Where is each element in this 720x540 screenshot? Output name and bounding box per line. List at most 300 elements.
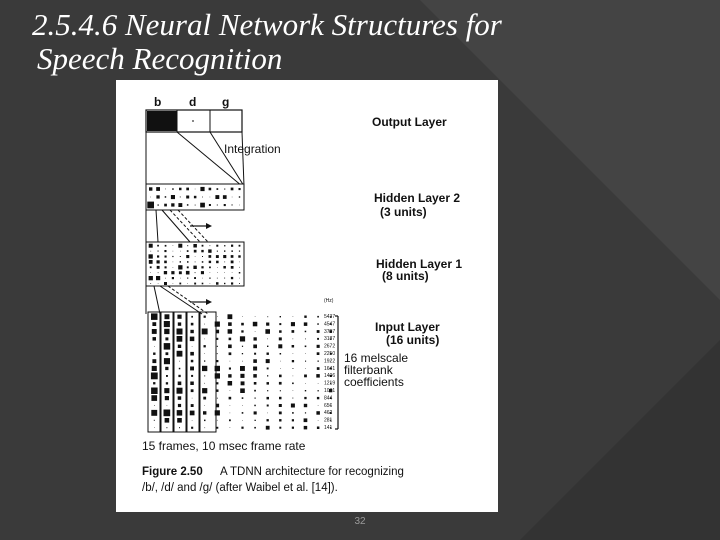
unit-cell (316, 411, 320, 415)
unit-cell (239, 196, 240, 197)
unit-cell (190, 352, 194, 356)
unit-cell (187, 245, 188, 246)
melscale-line-3: coefficients (344, 375, 404, 389)
unit-cell (202, 278, 203, 279)
unit-cell (153, 353, 155, 355)
unit-cell (166, 375, 168, 377)
unit-cell (279, 397, 282, 400)
unit-cell (192, 420, 193, 421)
unit-cell (215, 366, 220, 371)
unit-cell (267, 419, 269, 421)
output-layer-box (146, 110, 242, 132)
unit-cell (291, 404, 295, 408)
unit-cell (179, 188, 182, 191)
unit-cell (292, 398, 293, 399)
unit-cell (217, 346, 218, 347)
unit-cell (150, 272, 151, 273)
unit-cell (195, 205, 196, 206)
unit-cell (157, 255, 159, 257)
unit-cell (165, 418, 170, 423)
unit-cell (223, 255, 226, 258)
unit-cell (190, 382, 194, 386)
figure-caption-prefix: Figure 2.50 (142, 466, 203, 478)
unit-cell (317, 330, 320, 333)
unit-cell (228, 381, 233, 386)
frequency-label: 4547 (324, 321, 336, 328)
unit-cell (178, 404, 181, 407)
unit-cell (158, 251, 159, 252)
unit-cell (165, 256, 167, 258)
unit-cell (318, 383, 319, 384)
unit-cell (318, 405, 319, 406)
unit-cell (239, 267, 240, 268)
unit-cell (239, 272, 241, 274)
unit-cell (179, 368, 181, 370)
unit-cell (304, 404, 307, 407)
unit-cell (177, 329, 183, 335)
phoneme-label-b: b (154, 95, 162, 109)
unit-cell (305, 353, 306, 354)
unit-cell (164, 329, 169, 334)
unit-cell (153, 382, 155, 384)
unit-cell (190, 367, 194, 371)
unit-cell (242, 412, 244, 414)
unit-cell (231, 255, 234, 258)
hidden-layer-1-units: (8 units) (382, 269, 429, 283)
unit-cell (164, 321, 170, 327)
unit-cell (240, 336, 245, 341)
unit-cell (204, 383, 205, 384)
unit-cell (217, 267, 218, 268)
unit-cell (293, 353, 294, 354)
unit-cell (186, 188, 189, 191)
unit-cell (216, 382, 218, 384)
unit-cell (195, 272, 196, 273)
unit-cell (254, 411, 257, 414)
unit-cell (164, 358, 170, 364)
unit-cell (304, 418, 308, 422)
unit-cell (156, 276, 160, 280)
unit-cell (187, 250, 189, 252)
unit-cell (187, 261, 189, 263)
unit-cell (167, 405, 168, 406)
unit-cell (194, 196, 197, 199)
unit-cell (317, 352, 320, 355)
melscale-line-2: filterbank (344, 363, 393, 377)
unit-cell (153, 337, 157, 341)
unit-cell (177, 315, 181, 319)
unit-cell (178, 322, 181, 325)
unit-cell (180, 251, 181, 252)
unit-cell (204, 345, 206, 347)
unit-cell (191, 360, 194, 363)
unit-cell (279, 419, 281, 421)
unit-cell (242, 405, 243, 406)
unit-cell (230, 390, 231, 391)
unit-cell (202, 366, 207, 371)
unit-cell (194, 283, 196, 285)
unit-cell (209, 278, 210, 279)
arrow-hidden-2 (190, 223, 212, 229)
unit-cell (156, 195, 159, 198)
unit-cell (164, 250, 166, 252)
unit-cell (217, 398, 218, 399)
unit-cell (150, 283, 151, 284)
unit-cell (165, 196, 167, 198)
unit-cell (293, 316, 294, 317)
unit-cell (242, 353, 243, 354)
slide-number: 32 (354, 516, 366, 527)
unit-cell (254, 427, 256, 429)
frequency-label: 656 (324, 402, 333, 409)
unit-cell (165, 337, 168, 340)
unit-cell (267, 390, 268, 391)
unit-cell (191, 375, 193, 377)
unit-cell (193, 266, 196, 269)
unit-cell (208, 249, 211, 252)
unit-cell (202, 388, 207, 393)
unit-cell (204, 405, 205, 406)
unit-cell (149, 254, 153, 258)
unit-cell (240, 374, 244, 378)
unit-cell (192, 398, 193, 399)
unit-cell (242, 316, 243, 317)
unit-cell (267, 397, 270, 400)
unit-cell (231, 282, 233, 284)
unit-cell (229, 352, 232, 355)
frequency-label: 3187 (324, 336, 336, 343)
frequency-label: 1219 (324, 380, 336, 387)
unit-cell (305, 331, 307, 333)
slide-title-line-1: 2.5.4.6 Neural Network Structures for (32, 7, 502, 42)
unit-cell (279, 323, 281, 325)
unit-cell (186, 196, 189, 199)
unit-cell (164, 271, 167, 274)
unit-cell (224, 250, 225, 251)
unit-cell (217, 251, 218, 252)
unit-cell (305, 339, 306, 340)
unit-cell (165, 266, 167, 268)
unit-cell (147, 202, 154, 209)
unit-cell (195, 262, 196, 263)
unit-cell (292, 427, 294, 429)
unit-cell (165, 314, 170, 319)
input-connections (146, 286, 208, 314)
unit-cell (204, 360, 205, 361)
unit-cell (266, 426, 270, 430)
unit-cell (231, 250, 233, 252)
unit-cell (165, 367, 168, 370)
unit-cell (178, 396, 182, 400)
unit-cell (166, 427, 167, 428)
unit-cell (241, 381, 245, 385)
unit-cell (177, 418, 182, 423)
input-layer-grid (148, 312, 332, 432)
unit-cell (187, 278, 188, 279)
unit-cell (217, 188, 219, 190)
unit-cell (173, 245, 174, 246)
unit-cell (216, 245, 218, 247)
unit-cell (165, 245, 167, 247)
unit-cell (177, 410, 183, 416)
unit-cell (292, 360, 294, 362)
unit-cell (202, 329, 208, 335)
unit-cell (304, 426, 308, 430)
unit-cell (158, 272, 159, 273)
melscale-brace (335, 316, 338, 429)
unit-cell (201, 271, 204, 274)
unit-cell (255, 398, 256, 399)
unit-cell (202, 245, 204, 247)
unit-cell (194, 250, 197, 253)
unit-cell (239, 245, 241, 247)
unit-cell (242, 361, 243, 362)
unit-cell (255, 316, 256, 317)
unit-cell (179, 271, 182, 274)
unit-cell (195, 189, 196, 190)
unit-cell (166, 382, 168, 384)
unit-cell (165, 189, 166, 190)
unit-cell (267, 368, 269, 370)
unit-cell (255, 420, 256, 421)
frequency-axis (324, 314, 335, 431)
unit-cell (149, 244, 153, 248)
unit-cell (179, 427, 180, 428)
unit-cell (178, 265, 182, 269)
unit-cell (293, 339, 294, 340)
unit-cell (254, 405, 256, 407)
unit-cell (204, 427, 205, 428)
unit-cell (239, 278, 240, 279)
unit-cell (305, 383, 306, 384)
input-layer-units: (16 units) (386, 333, 440, 347)
unit-cell (187, 204, 189, 206)
unit-cell (210, 272, 211, 273)
unit-cell (318, 420, 319, 421)
unit-cell (254, 382, 257, 385)
unit-cell (265, 329, 270, 334)
unit-cell (280, 353, 282, 355)
unit-cell (242, 346, 243, 347)
unit-cell (230, 413, 231, 414)
unit-cell (266, 359, 270, 363)
unit-cell (203, 411, 206, 414)
unit-cell (180, 256, 181, 257)
unit-cell (224, 272, 225, 273)
unit-cell (194, 277, 196, 279)
unit-cell (254, 337, 257, 340)
unit-cell (267, 346, 268, 347)
unit-cell (239, 251, 240, 252)
unit-cell (254, 353, 256, 355)
unit-cell (240, 388, 245, 393)
unit-cell (305, 346, 307, 348)
unit-cell (179, 361, 180, 362)
unit-cell (292, 330, 295, 333)
unit-cell (210, 197, 211, 198)
unit-cell (193, 244, 197, 248)
unit-cell (216, 338, 218, 340)
unit-cell (179, 283, 181, 285)
unit-cell (201, 250, 203, 252)
unit-cell (178, 382, 182, 386)
unit-cell (280, 390, 281, 391)
unit-cell (154, 420, 155, 421)
unit-cell (151, 388, 158, 395)
frames-label: 15 frames, 10 msec frame rate (142, 439, 306, 453)
unit-cell (267, 413, 268, 414)
unit-cell (231, 277, 233, 279)
unit-cell (230, 361, 231, 362)
unit-cell (171, 271, 174, 274)
unit-cell (171, 195, 175, 199)
unit-cell (305, 368, 306, 369)
frequency-label: 844 (324, 395, 333, 402)
unit-cell (216, 282, 219, 285)
unit-cell (152, 359, 156, 363)
unit-cell (157, 245, 159, 247)
unit-cell (292, 345, 295, 348)
unit-cell (217, 272, 218, 273)
frequency-label: 2250 (324, 351, 336, 357)
unit-cell (318, 361, 319, 362)
unit-cell (209, 261, 211, 263)
unit-cell (253, 367, 257, 371)
figure-caption-text: A TDNN architecture for recognizing (220, 466, 404, 478)
unit-cell (164, 282, 167, 285)
unit-cell (317, 345, 320, 348)
unit-cell (253, 359, 257, 363)
unit-cell (157, 266, 160, 269)
unit-cell (164, 261, 167, 264)
integration-label: Integration (224, 142, 281, 156)
unit-cell (267, 339, 268, 340)
unit-cell (209, 204, 211, 206)
unit-cell (242, 397, 244, 399)
unit-cell (279, 337, 282, 340)
unit-cell (267, 375, 268, 376)
unit-cell (173, 251, 174, 252)
unit-cell (186, 271, 190, 275)
unit-cell (291, 322, 295, 326)
unit-cell (267, 382, 270, 385)
unit-cell (231, 266, 234, 269)
unit-cell (149, 260, 153, 264)
unit-cell (267, 405, 269, 407)
unit-cell (164, 204, 167, 207)
unit-cell (279, 382, 282, 385)
unit-cell (317, 397, 319, 399)
unit-cell (178, 345, 181, 348)
unit-cell (293, 368, 294, 369)
unit-cell (187, 283, 188, 284)
unit-cell (178, 375, 180, 377)
hidden-layer-1-label: Hidden Layer 1 (376, 257, 463, 271)
unit-cell (177, 351, 183, 357)
unit-cell (203, 397, 206, 400)
unit-cell (191, 427, 193, 429)
unit-cell (180, 278, 181, 279)
unit-cell (267, 353, 269, 355)
unit-cell (279, 404, 282, 407)
unit-cell (158, 204, 159, 205)
unit-cell (177, 336, 183, 342)
hz-label: (Hz) (324, 298, 334, 304)
unit-cell (305, 390, 306, 391)
melscale-label (344, 351, 408, 389)
unit-cell (157, 260, 160, 263)
unit-cell (224, 245, 225, 246)
unit-cell (230, 405, 231, 406)
unit-cell (154, 427, 155, 428)
frequency-label: 2672 (324, 343, 336, 350)
unit-cell (238, 255, 240, 257)
unit-cell (317, 323, 319, 325)
frequency-label: 5437 (324, 314, 336, 320)
unit-cell (165, 278, 166, 279)
unit-cell (210, 245, 211, 246)
unit-cell (253, 374, 256, 378)
unit-cell (152, 322, 156, 326)
unit-cell (178, 203, 182, 207)
unit-cell (172, 277, 174, 279)
unit-cell (278, 344, 282, 348)
unit-cell (149, 276, 153, 280)
unit-cell (280, 361, 281, 362)
unit-cell (190, 337, 195, 342)
figure-caption-line-2: /b/, /d/ and /g/ (after Waibel et al. [14]). (142, 482, 338, 494)
unit-cell (279, 427, 281, 429)
unit-cell (304, 322, 308, 326)
unit-cell (192, 346, 193, 347)
hidden-layer-1-grid (146, 242, 244, 286)
unit-cell (201, 266, 203, 268)
unit-cell (150, 197, 151, 198)
frequency-label: 1406 (324, 373, 336, 380)
unit-cell (204, 316, 206, 318)
unit-cell (172, 256, 173, 257)
unit-cell (305, 412, 306, 413)
phoneme-label-g: g (222, 95, 230, 109)
unit-cell (231, 261, 234, 264)
unit-cell (173, 283, 174, 284)
unit-cell (228, 345, 232, 349)
unit-cell (305, 361, 306, 362)
unit-cell (253, 322, 257, 327)
unit-cell (171, 203, 174, 206)
unit-cell (292, 383, 294, 385)
unit-cell (229, 419, 231, 421)
unit-cell (317, 316, 319, 318)
unit-cell (223, 266, 226, 269)
unit-cell (224, 189, 225, 190)
unit-cell (292, 412, 294, 414)
unit-cell (292, 419, 294, 421)
unit-cell (202, 256, 203, 257)
unit-cell (177, 388, 183, 394)
unit-cell (293, 376, 294, 377)
unit-cell (202, 283, 204, 285)
unit-cell (209, 188, 212, 191)
unit-cell (239, 188, 241, 190)
unit-cell (151, 373, 158, 380)
unit-cell (231, 188, 234, 191)
unit-cell (216, 255, 219, 258)
frequency-label: 281 (324, 417, 333, 424)
unit-cell (164, 388, 169, 393)
unit-cell (149, 187, 152, 190)
unit-cell (224, 204, 226, 206)
